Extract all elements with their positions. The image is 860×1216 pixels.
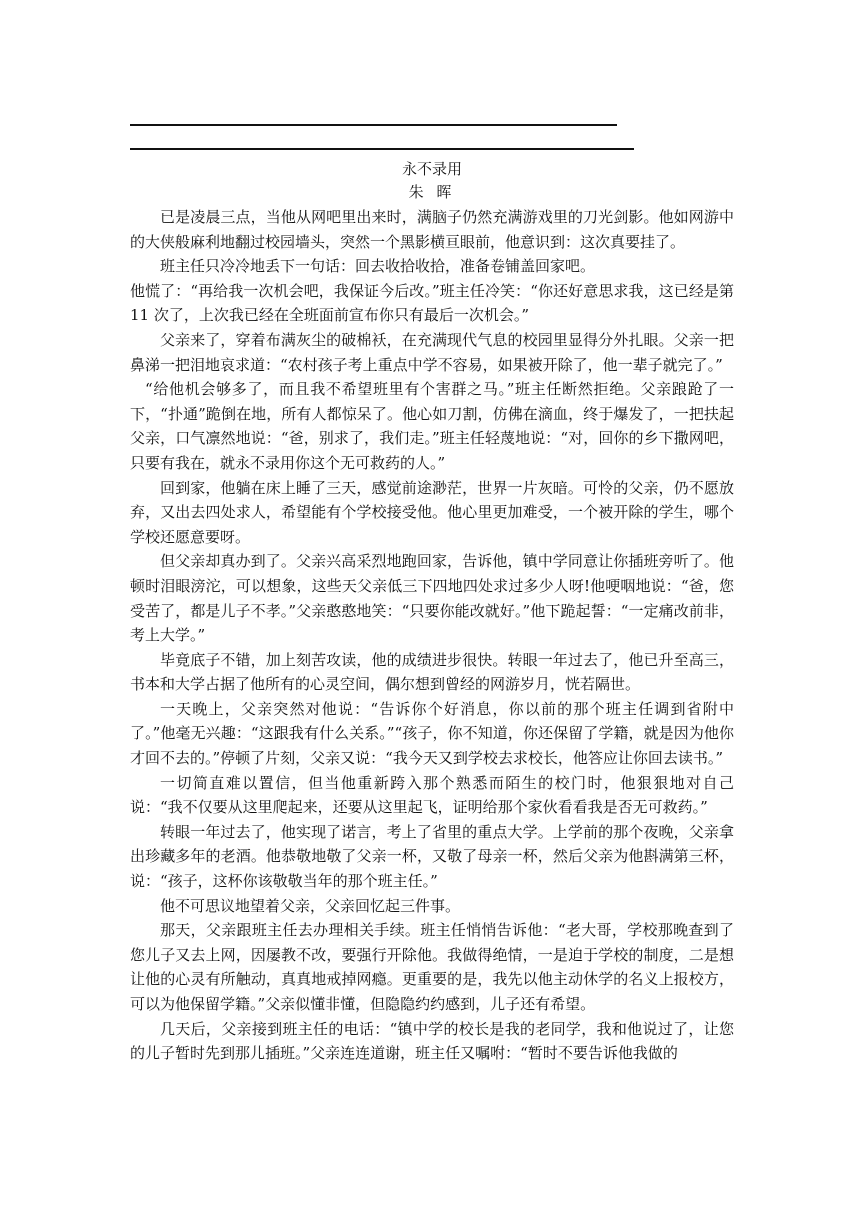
paragraph: 回到家，他躺在床上睡了三天，感觉前途渺茫，世界一片灰暗。可怜的父亲，仍不愿放弃，又出去四处求人，希望能有个学校接受他。他心里更加难受，一个被开除的学生，哪个学校还愿意要呀。 xyxy=(130,478,734,546)
paragraph: 他不可思议地望着父亲，父亲回忆起三件事。 xyxy=(160,896,461,915)
paragraph: 几天后，父亲接到班主任的电话：“镇中学的校长是我的老同学，我和他说过了，让您的儿子暂时先到那儿插班。”父亲连连道谢，班主任又嘱咐：“暂时不要告诉他我做的 xyxy=(130,1019,734,1063)
top-rule xyxy=(130,124,617,126)
paragraph: 但父亲却真办到了。父亲兴高采烈地跑回家，告诉他，镇中学同意让你插班旁听了。他顿时泪眼滂沱，可以想象，这些天父亲低三下四地四处求过多少人呀!他哽咽地说：“爸，您受苦了，都是儿子不孝。”父亲憨憨地笑：“只要你能改就好。”他下跪起誓：“一定痛改前非，考上大学。” xyxy=(130,552,734,645)
article-author: 朱 晖 xyxy=(408,183,456,201)
paragraph: 已是凌晨三点，当他从网吧里出来时，满脑子仍然充满游戏里的刀光剑影。他如网游中的大侠般麻利地翻过校园墙头，突然一个黑影横亘眼前，他意识到：这次真要挂了。 xyxy=(130,208,734,251)
paragraph: 一切简直难以置信，但当他重新跨入那个熟悉而陌生的校门时，他狠狠地对自己说：“我不仅要从这里爬起来，还要从这里起飞，证明给那个家伙看看我是否无可救药。” xyxy=(130,773,734,817)
paragraph: 班主任只冷冷地丢下一句话：回去收拾收拾，准备卷铺盖回家吧。 xyxy=(160,257,596,276)
article-body xyxy=(130,205,734,1066)
second-rule xyxy=(130,148,634,150)
paragraph: “给他机会够多了，而且我不希望班里有个害群之马。”班主任断然拒绝。父亲踉跄了一下，“扑通”跪倒在地，所有人都惊呆了。他心如刀割，仿佛在滴血，终于爆发了，一把扶起父亲，口气凛然地说：“爸，别求了，我们走。”班主任轻蔑地说：“对，回你的乡下撒网吧，只要有我在，就永不录用你这个无可救药的人。” xyxy=(130,380,734,472)
paragraph: 他慌了：“再给我一次机会吧，我保证今后改。”班主任冷笑：“你还好意思求我，这已经是第 11 次了，上次我已经在全班面前宣布你只有最后一次机会。” xyxy=(130,281,734,325)
paragraph: 一天晚上，父亲突然对他说：“告诉你个好消息，你以前的那个班主任调到省附中了。”他毫无兴趣：“这跟我有什么关系。”“孩子，你不知道，你还保留了学籍，就是因为他你才回不去的。”停顿了片刻，父亲又说：“我今天又到学校去求校长，他答应让你回去读书。” xyxy=(130,699,734,768)
article-title: 永不录用 xyxy=(401,160,462,178)
paragraph: 毕竟底子不错，加上刻苦攻读，他的成绩进步很快。转眼一年过去了，他已升至高三，书本和大学占据了他所有的心灵空间，偶尔想到曾经的网游岁月，恍若隔世。 xyxy=(130,650,734,694)
paragraph: 那天，父亲跟班主任去办理相关手续。班主任悄悄告诉他：“老大哥，学校那晚查到了您儿子又去上网，因屡教不改，要强行开除他。我做得绝情，一是迫于学校的制度，二是想让他的心灵有所触动，真真地戒掉网瘾。更重要的是，我先以他主动休学的名义上报校方，可以为他保留学籍。”父亲似懂非懂，但隐隐约约感到，儿子还有希望。 xyxy=(130,921,734,1013)
paragraph: 转眼一年过去了，他实现了诺言，考上了省里的重点大学。上学前的那个夜晚，父亲拿出珍藏多年的老酒。他恭敬地敬了父亲一杯，又敬了母亲一杯，然后父亲为他斟满第三杯，说：“孩子，这杯你该敬敬当年的那个班主任。” xyxy=(130,822,734,891)
paragraph: 父亲来了，穿着布满灰尘的破棉袄，在充满现代气息的校园里显得分外扎眼。父亲一把鼻涕一把泪地哀求道：“农村孩子考上重点中学不容易，如果被开除了，他一辈子就完了。” xyxy=(130,330,734,374)
